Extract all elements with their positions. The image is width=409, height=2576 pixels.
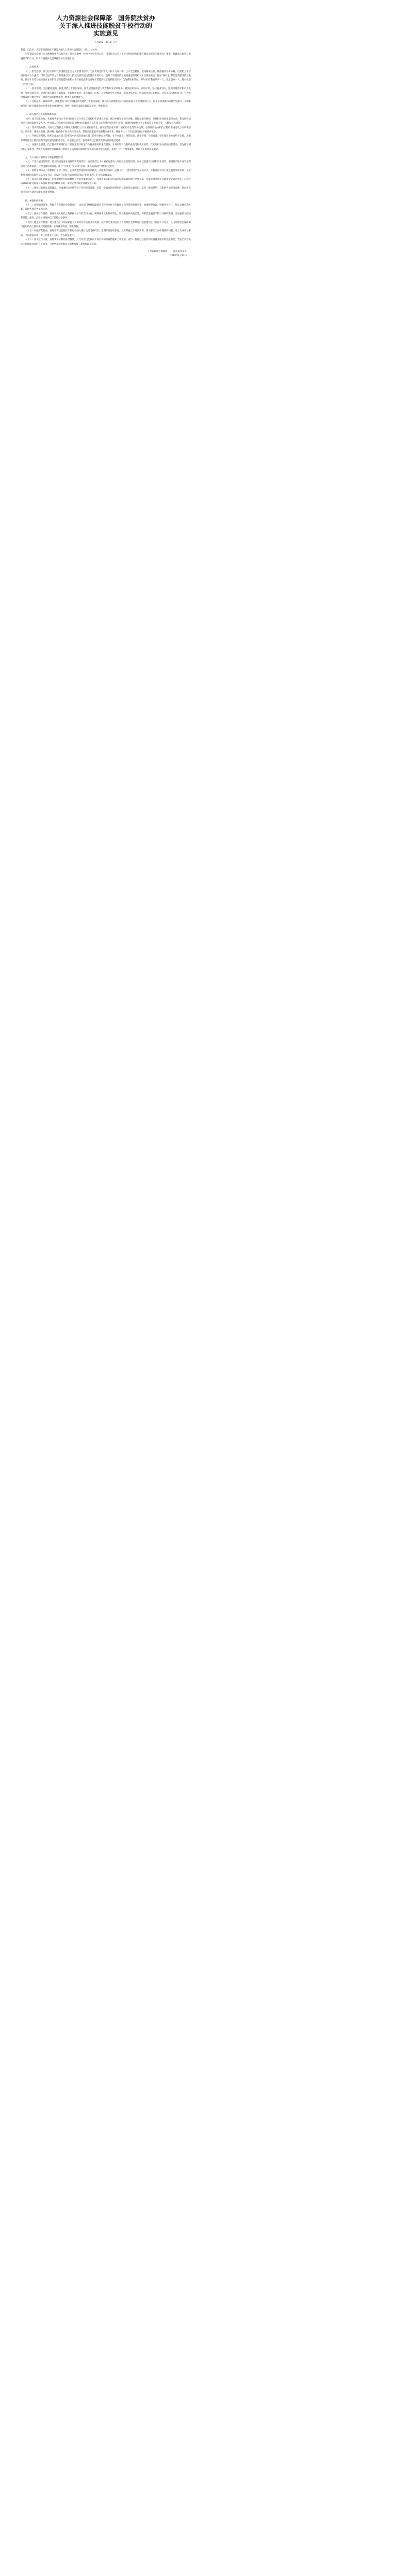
section-paragraph: （九）创新培训方式。积极推行工学一体化、企业新型学徒制等培训模式，采取集中培训、送教上门、“流动课堂”等灵活方式，方便贫困劳动力就近就地参加培训。充分利用互联网等现代信息技术手段，开发适合贫困劳动力特点的线上培训课程，扩大培训覆盖面。	[21, 170, 191, 177]
section-implementation	[21, 199, 191, 247]
closing-date: 2018年1月12日	[170, 255, 187, 258]
section-paragraph: （十四）健全工作机制。建立建档立卡贫困家庭子女和劳动力信息共享机制，扶贫部门要及时向人力资源社会保障部门提供建档立卡贫困人口信息，人力资源社会保障部门要组织技工院校做好对接服务，实现精准识别、精准帮扶。	[21, 221, 191, 229]
section-skills-training	[21, 156, 191, 195]
section-heading: 一、总体要求	[25, 66, 39, 69]
section-paragraph: （十一）强化技能扶贫品牌建设。各地要结合当地特色产业和劳务品牌，打造一批具有区域特色的技能扶贫培训项目，培育一批叫得响、有影响力的劳务品牌，带动更多贫困劳动力通过技能实现就业增收。	[21, 187, 191, 194]
section-heading: 三、大力开展贫困劳动力职业技能培训	[25, 156, 63, 159]
closing-org-2: 国务院扶贫办	[173, 250, 187, 253]
section-paragraph: （七）加强就业服务。技工院校要将建档立卡贫困家庭毕业生作为就业服务的重点群体，开展有针对性的职业指导和就业推荐，优先组织参加校园招聘活动，优先推荐到合作企业就业。各级人力资源社会保障部门要将技工院校贫困家庭毕业生纳入就业帮扶范围，提供“一对一”精准服务，帮助其实现高质量就业。	[21, 144, 191, 151]
title-line: 实施意见	[93, 30, 118, 37]
closing-organizations	[21, 250, 187, 254]
section-paragraph: （一）指导思想。以习近平新时代中国特色社会主义思想为指导，全面贯彻党的十九大和十九届二中、三中全会精神，坚持精准扶贫、精准脱贫基本方略，以建档立卡贫困家庭子女为重点，组织全国千所左右省级重点以上技工院校开展技能脱贫千校行动，使每个有就读技工院校意愿的建档立卡贫困家庭应、往届“两后生”都能免费接受技工教育，使每个有劳动能力且有参加职业培训意愿的建档立卡贫困家庭劳动者每年都能到技工院校接受至少1次免费职业培训，努力实现“教育培训一人、就业创业一人、脱贫致富一户”的目标。	[21, 70, 191, 86]
section-paragraph: （十三）强化工作保障。各地要加大对技工院校扶贫工作的支持力度，统筹使用就业补助资金、职业教育相关资金等，保障技能脱贫千校行动顺利实施。要加强技工院校基础能力建设，改善贫困地区技工院校办学条件。	[21, 212, 191, 220]
section-paragraph: （五）落实资助政策。对在技工院校全日制就读的建档立卡贫困家庭学生，按规定落实免学费、国家助学金等资助政策。有条件的地方和技工院校要通过设立专项奖学金、助学金，减免住宿费、教材费，提供勤工助学岗位等方式，帮助贫困家庭学生顺利完成学业，确保不让一个学生因家庭经济困难而失学。	[21, 126, 191, 133]
section-paragraph: （十五）加强督促检查。各地要将技能脱贫千校行动纳入脱贫攻坚考核内容，定期开展督促检查，及时掌握工作进展情况，研究解决工作中遇到的问题。对工作成效显著的，予以通报表扬；对工作落实不力的，予以通报批评。	[21, 230, 191, 237]
section-paragraph: （十）落实培训补贴政策。对参加职业培训的建档立卡贫困家庭劳动力，按规定落实职业培训补贴和培训期间生活费补贴，所需资金从就业补助资金等渠道列支。对通过培训取得职业资格证书或职业技能等级证书的，按规定给予职业技能鉴定补贴。	[21, 178, 191, 185]
section-paragraph: （三）目标任务。到2020年，技能脱贫千校行动覆盖所有建档立卡贫困家庭，技工院校招收建档立卡贫困家庭子女规模稳步扩大，职业培训规模和质量明显提升，贫困家庭劳动力职业技能和就业创业能力显著增强，帮助一批贫困家庭实现稳定就业、摆脱贫困。	[21, 100, 191, 108]
title-line: 关于深入推进技能脱贫千校行动的	[59, 22, 152, 29]
document-title	[21, 14, 191, 38]
document-number: 人社部发〔2018〕5号	[94, 41, 117, 44]
document-body	[21, 14, 191, 259]
section-general-requirements	[21, 65, 191, 109]
section-paragraph: （八）广泛开展技能培训。技工院校要充分发挥培训资源优势，面向建档立卡贫困家庭劳动力开展就业技能培训、岗位技能提升培训和创业培训。要根据当地产业发展和劳动力市场需求，合理设置培训项目，推行“订单式”“定向式”培训，提高培训的针对性和有效性。	[21, 161, 191, 168]
section-paragraph: （四）加大招生力度。各地要将建档立卡贫困家庭子女作为技工院校招生的重点对象，通过单独划定招生名额、降低录取分数线、开辟招生绿色通道等方式，优先招收建档立卡贫困家庭子女入学。各省级人力资源社会保障部门要组织省级重点以上技工院校制定年度招生计划，明确招收建档立卡贫困家庭子女的专业、人数和具体措施。	[21, 117, 191, 125]
closing-org-1: 人力资源社会保障部	[147, 250, 168, 253]
section-paragraph: （十二）加强组织领导。各级人力资源社会保障部门、扶贫部门要将技能脱贫千校行动作为打赢脱贫攻坚战的重要举措，加强统筹协调，明确责任分工，制定具体实施方案，确保各项任务落到实处。	[21, 204, 191, 211]
section-technical-schools	[21, 113, 191, 152]
section-paragraph: （二）基本原则。坚持精准施策，聚焦建档立卡贫困家庭，因人因需提供技工教育和职业培训服务，做到应助尽助、应培尽培。坚持就业导向，紧扣市场需求和产业发展，突出技能实训，促进培训与就业有效衔接。坚持统筹推进，发挥政府、院校、企业和社会各方作用，形成齐抓共管、协同推进的工作格局。坚持扶志扶智相结合，引导贫困群众树立勤劳致富、脱贫光荣的思想观念，增强自我发展能力。	[21, 88, 191, 99]
section-heading: 二、深入推进技工院校精准扶贫	[25, 113, 56, 116]
salutation: 各省、自治区、直辖市及新疆生产建设兵团人力资源社会保障厅（局）、扶贫办：	[21, 49, 100, 52]
section-paragraph: （六）开展结对帮扶。组织东部地区技工院校与中西部贫困地区技工院校开展结对帮扶，在专业建设、师资培训、教学管理、实训设备、招生就业等方面给予支持。鼓励东部地区技工院校面向深度贫困地区招收学生，开展联合办学，推动优质技工教育资源向贫困地区延伸。	[21, 135, 191, 142]
section-heading: 四、加强组织实施	[25, 199, 43, 202]
intro-paragraph: 为贯彻落实党的十九大精神和中央扶贫开发工作会议精神，按照中共中央办公厅、国务院办公厅《关于支持深度贫困地区脱贫攻坚的实施意见》要求，现就深入推进技能脱贫千校行动、助力打赢脱贫攻坚战提出如下实施意见。	[21, 53, 191, 60]
document-closing	[21, 250, 191, 259]
title-line: 人力资源社会保障部 国务院扶贫办	[56, 14, 155, 22]
section-paragraph: （十六）加大宣传力度。各地要充分利用各类媒体，广泛宣传技能脱贫千校行动的政策措施和工作成效，宣传一批通过技能培训实现就业脱贫的先进典型，营造全社会关心支持技能扶贫的良好氛围，引导更多贫困群众主动参加技工教育和职业培训。	[21, 239, 191, 246]
